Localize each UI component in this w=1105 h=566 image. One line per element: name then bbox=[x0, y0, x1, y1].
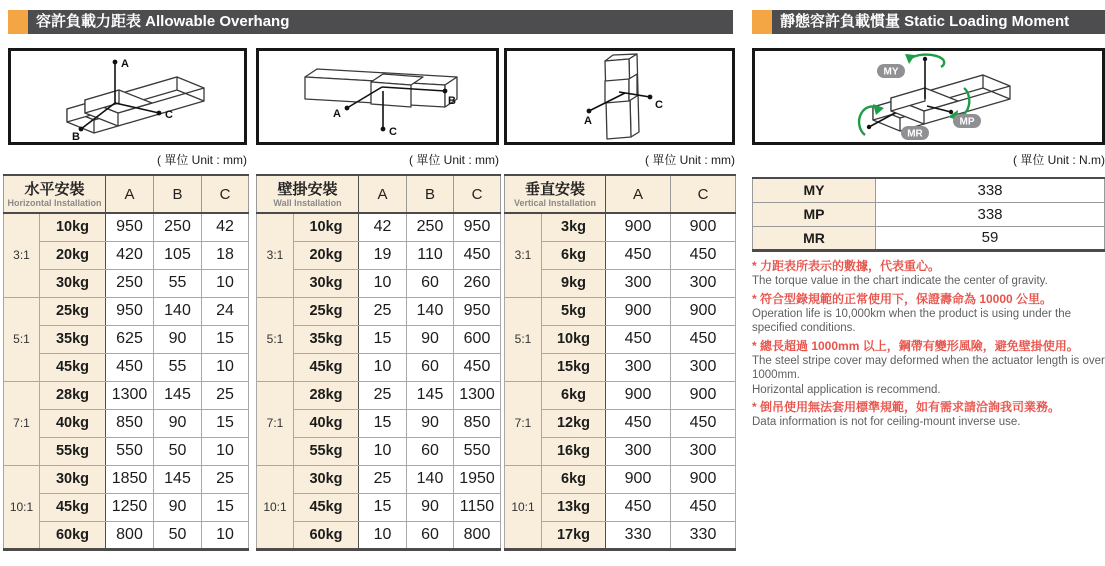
left-section-header bbox=[8, 10, 733, 34]
moment-label-cell: MY bbox=[753, 178, 876, 202]
note-text-zh: * 倒吊使用無法套用標準規範，如有需求請洽詢我司業務。 bbox=[752, 400, 1061, 414]
value-cell: 950 bbox=[106, 213, 154, 241]
value-cell: 300 bbox=[606, 437, 671, 465]
table-row bbox=[4, 409, 249, 437]
overhang-table bbox=[504, 174, 736, 551]
notes-block bbox=[752, 256, 1105, 430]
moment-diagram bbox=[752, 48, 1105, 145]
value-cell: 18 bbox=[202, 241, 249, 269]
column-header: C bbox=[671, 175, 736, 213]
weight-cell: 40kg bbox=[40, 409, 106, 437]
right-section-header bbox=[752, 10, 1105, 34]
value-cell: 420 bbox=[106, 241, 154, 269]
value-cell: 450 bbox=[671, 409, 736, 437]
value-cell: 250 bbox=[407, 213, 454, 241]
horizontal-installation-table-slot bbox=[3, 174, 249, 551]
value-cell: 450 bbox=[606, 241, 671, 269]
header-accent-square bbox=[8, 10, 28, 34]
actuator-isometric-drawing bbox=[11, 51, 244, 142]
value-cell: 850 bbox=[454, 409, 501, 437]
table-title-cell bbox=[505, 175, 606, 213]
weight-cell: 30kg bbox=[294, 465, 359, 493]
table-row bbox=[257, 521, 501, 549]
moment-value-cell: 59 bbox=[876, 226, 1105, 250]
table-row bbox=[257, 381, 501, 409]
table-title-zh: 壁掛安裝 bbox=[277, 180, 338, 198]
value-cell: 10 bbox=[202, 353, 249, 381]
value-cell: 15 bbox=[359, 409, 407, 437]
axis-c-label: C bbox=[389, 126, 397, 138]
value-cell: 25 bbox=[202, 465, 249, 493]
unit-label-mm: ( 單位 Unit : mm) bbox=[409, 153, 499, 167]
actuator-isometric-drawing bbox=[507, 51, 732, 142]
value-cell: 140 bbox=[407, 297, 454, 325]
value-cell: 60 bbox=[407, 269, 454, 297]
unit-label-mm: ( 單位 Unit : mm) bbox=[157, 153, 247, 167]
vertical-installation-diagram bbox=[504, 48, 735, 145]
value-cell: 25 bbox=[359, 465, 407, 493]
value-cell: 15 bbox=[202, 409, 249, 437]
value-cell: 1300 bbox=[106, 381, 154, 409]
value-cell: 90 bbox=[154, 493, 202, 521]
table-title-en: Wall Installation bbox=[273, 197, 342, 208]
table-row bbox=[4, 353, 249, 381]
axis-c-label: C bbox=[165, 109, 173, 121]
table-row bbox=[4, 465, 249, 493]
value-cell: 450 bbox=[106, 353, 154, 381]
table-row bbox=[753, 178, 1105, 202]
value-cell: 90 bbox=[407, 493, 454, 521]
table-title-cell bbox=[4, 175, 106, 213]
table-row bbox=[257, 297, 501, 325]
ratio-cell: 10:1 bbox=[257, 465, 294, 549]
vertical-installation-table-slot bbox=[504, 174, 736, 551]
value-cell: 19 bbox=[359, 241, 407, 269]
value-cell: 450 bbox=[454, 353, 501, 381]
weight-cell: 20kg bbox=[40, 241, 106, 269]
ratio-cell: 7:1 bbox=[257, 381, 294, 465]
note-text-en: Operation life is 10,000km when the product is using under the specified conditions. bbox=[752, 307, 1071, 334]
overhang-table bbox=[3, 174, 249, 551]
moment-label-cell: MP bbox=[753, 202, 876, 226]
weight-cell: 16kg bbox=[542, 437, 606, 465]
note-text-en: Data information is not for ceiling-mount inverse use. bbox=[752, 416, 1021, 428]
value-cell: 950 bbox=[106, 297, 154, 325]
value-cell: 550 bbox=[454, 437, 501, 465]
value-cell: 1850 bbox=[106, 465, 154, 493]
value-cell: 10 bbox=[359, 437, 407, 465]
table-row bbox=[4, 437, 249, 465]
value-cell: 140 bbox=[407, 465, 454, 493]
value-cell: 950 bbox=[454, 297, 501, 325]
table-row bbox=[4, 325, 249, 353]
column-header: B bbox=[154, 175, 202, 213]
weight-cell: 25kg bbox=[40, 297, 106, 325]
weight-cell: 12kg bbox=[542, 409, 606, 437]
weight-cell: 6kg bbox=[542, 465, 606, 493]
value-cell: 15 bbox=[202, 325, 249, 353]
moment-value-cell: 338 bbox=[876, 178, 1105, 202]
value-cell: 450 bbox=[671, 493, 736, 521]
value-cell: 10 bbox=[202, 269, 249, 297]
moment-value-cell: 338 bbox=[876, 202, 1105, 226]
value-cell: 900 bbox=[606, 465, 671, 493]
value-cell: 900 bbox=[671, 213, 736, 241]
value-cell: 90 bbox=[407, 325, 454, 353]
weight-cell: 55kg bbox=[294, 437, 359, 465]
table-row bbox=[257, 241, 501, 269]
table-row bbox=[257, 493, 501, 521]
weight-cell: 40kg bbox=[294, 409, 359, 437]
right-section-title: 靜態容許負載慣量 Static Loading Moment bbox=[772, 10, 1105, 34]
weight-cell: 5kg bbox=[542, 297, 606, 325]
table-row bbox=[753, 202, 1105, 226]
weight-cell: 28kg bbox=[40, 381, 106, 409]
table-row bbox=[4, 521, 249, 549]
ratio-cell: 5:1 bbox=[4, 297, 40, 381]
value-cell: 330 bbox=[671, 521, 736, 549]
wall-installation-diagram bbox=[256, 48, 499, 145]
value-cell: 900 bbox=[671, 297, 736, 325]
table-title-cell bbox=[257, 175, 359, 213]
header-accent-square bbox=[752, 10, 772, 34]
weight-cell: 10kg bbox=[294, 213, 359, 241]
table-row bbox=[257, 409, 501, 437]
value-cell: 1300 bbox=[454, 381, 501, 409]
value-cell: 900 bbox=[671, 381, 736, 409]
weight-cell: 55kg bbox=[40, 437, 106, 465]
ratio-cell: 10:1 bbox=[4, 465, 40, 549]
value-cell: 450 bbox=[454, 241, 501, 269]
value-cell: 550 bbox=[106, 437, 154, 465]
value-cell: 25 bbox=[359, 381, 407, 409]
value-cell: 25 bbox=[202, 381, 249, 409]
value-cell: 24 bbox=[202, 297, 249, 325]
value-cell: 800 bbox=[106, 521, 154, 549]
value-cell: 625 bbox=[106, 325, 154, 353]
table-title-zh: 垂直安裝 bbox=[524, 180, 585, 198]
weight-cell: 13kg bbox=[542, 493, 606, 521]
table-row bbox=[257, 353, 501, 381]
column-header: A bbox=[606, 175, 671, 213]
table-row bbox=[505, 465, 736, 493]
weight-cell: 6kg bbox=[542, 381, 606, 409]
value-cell: 260 bbox=[454, 269, 501, 297]
column-header: A bbox=[106, 175, 154, 213]
weight-cell: 60kg bbox=[294, 521, 359, 549]
value-cell: 10 bbox=[359, 353, 407, 381]
weight-cell: 15kg bbox=[542, 353, 606, 381]
column-header: C bbox=[202, 175, 249, 213]
value-cell: 55 bbox=[154, 353, 202, 381]
value-cell: 15 bbox=[359, 493, 407, 521]
table-row bbox=[753, 226, 1105, 250]
value-cell: 950 bbox=[454, 213, 501, 241]
table-row bbox=[4, 269, 249, 297]
moment-table-slot bbox=[752, 177, 1105, 252]
value-cell: 450 bbox=[606, 409, 671, 437]
value-cell: 250 bbox=[106, 269, 154, 297]
value-cell: 50 bbox=[154, 521, 202, 549]
value-cell: 145 bbox=[154, 465, 202, 493]
value-cell: 850 bbox=[106, 409, 154, 437]
value-cell: 250 bbox=[154, 213, 202, 241]
table-row bbox=[505, 213, 736, 241]
axis-b-label: B bbox=[72, 131, 80, 142]
weight-cell: 45kg bbox=[294, 353, 359, 381]
note-text-en: The torque value in the chart indicate the center of gravity. bbox=[752, 275, 1048, 287]
ratio-cell: 7:1 bbox=[505, 381, 542, 465]
weight-cell: 28kg bbox=[294, 381, 359, 409]
table-title-zh: 水平安裝 bbox=[24, 180, 85, 198]
value-cell: 300 bbox=[606, 353, 671, 381]
weight-cell: 9kg bbox=[542, 269, 606, 297]
table-title-en: Vertical Installation bbox=[513, 197, 597, 208]
value-cell: 1250 bbox=[106, 493, 154, 521]
value-cell: 110 bbox=[407, 241, 454, 269]
axis-a-label: A bbox=[121, 58, 129, 70]
note-text-en: The steel stripe cover may deformed when the actuator length is over 1000mm. bbox=[752, 354, 1105, 381]
table-row bbox=[257, 213, 501, 241]
axis-a-label: A bbox=[584, 115, 592, 127]
value-cell: 105 bbox=[154, 241, 202, 269]
value-cell: 90 bbox=[154, 409, 202, 437]
value-cell: 900 bbox=[606, 297, 671, 325]
column-header: C bbox=[454, 175, 501, 213]
note-text-zh: * 符合型錄規範的正常使用下，保證壽命為 10000 公里。 bbox=[752, 291, 1053, 306]
value-cell: 10 bbox=[202, 437, 249, 465]
value-cell: 25 bbox=[359, 297, 407, 325]
value-cell: 600 bbox=[454, 325, 501, 353]
value-cell: 300 bbox=[671, 269, 736, 297]
weight-cell: 30kg bbox=[294, 269, 359, 297]
weight-cell: 60kg bbox=[40, 521, 106, 549]
value-cell: 55 bbox=[154, 269, 202, 297]
value-cell: 450 bbox=[671, 325, 736, 353]
value-cell: 300 bbox=[671, 437, 736, 465]
unit-label-nm: ( 單位 Unit : N.m) bbox=[1013, 153, 1105, 167]
weight-cell: 10kg bbox=[542, 325, 606, 353]
weight-cell: 30kg bbox=[40, 269, 106, 297]
horizontal-installation-diagram bbox=[8, 48, 247, 145]
value-cell: 90 bbox=[154, 325, 202, 353]
weight-cell: 45kg bbox=[40, 353, 106, 381]
ratio-cell: 10:1 bbox=[505, 465, 542, 549]
table-row bbox=[4, 241, 249, 269]
weight-cell: 30kg bbox=[40, 465, 106, 493]
value-cell: 800 bbox=[454, 521, 501, 549]
value-cell: 10 bbox=[202, 521, 249, 549]
table-row bbox=[257, 437, 501, 465]
value-cell: 450 bbox=[671, 241, 736, 269]
axis-b-label: B bbox=[448, 95, 456, 107]
value-cell: 42 bbox=[359, 213, 407, 241]
axis-c-label: C bbox=[655, 99, 663, 111]
value-cell: 1150 bbox=[454, 493, 501, 521]
value-cell: 450 bbox=[606, 493, 671, 521]
value-cell: 90 bbox=[407, 409, 454, 437]
ratio-cell: 5:1 bbox=[505, 297, 542, 381]
ratio-cell: 3:1 bbox=[4, 213, 40, 297]
moment-table bbox=[752, 177, 1105, 252]
value-cell: 15 bbox=[202, 493, 249, 521]
table-title-en: Horizontal Installation bbox=[7, 197, 102, 208]
unit-label-mm: ( 單位 Unit : mm) bbox=[645, 153, 735, 167]
value-cell: 15 bbox=[359, 325, 407, 353]
table-row bbox=[4, 213, 249, 241]
moment-mp-label: MP bbox=[959, 116, 975, 128]
actuator-isometric-drawing bbox=[259, 51, 496, 142]
weight-cell: 25kg bbox=[294, 297, 359, 325]
note-text-zh: * 總長超過 1000mm 以上，鋼帶有變形風險，避免壁掛使用。 bbox=[752, 338, 1079, 353]
value-cell: 60 bbox=[407, 521, 454, 549]
overhang-table bbox=[256, 174, 501, 551]
value-cell: 900 bbox=[606, 381, 671, 409]
note-text-zh: * 力距表所表示的數據，代表重心。 bbox=[752, 259, 941, 273]
column-header: A bbox=[359, 175, 407, 213]
value-cell: 60 bbox=[407, 353, 454, 381]
table-row bbox=[4, 493, 249, 521]
moment-mr-label: MR bbox=[907, 128, 923, 140]
ratio-cell: 5:1 bbox=[257, 297, 294, 381]
note-text-en: Horizontal application is recommend. bbox=[752, 383, 941, 396]
value-cell: 10 bbox=[359, 269, 407, 297]
ratio-cell: 3:1 bbox=[505, 213, 542, 297]
table-row bbox=[505, 297, 736, 325]
value-cell: 300 bbox=[606, 269, 671, 297]
value-cell: 145 bbox=[154, 381, 202, 409]
weight-cell: 3kg bbox=[542, 213, 606, 241]
weight-cell: 17kg bbox=[542, 521, 606, 549]
table-row bbox=[257, 465, 501, 493]
weight-cell: 45kg bbox=[294, 493, 359, 521]
table-row bbox=[4, 297, 249, 325]
value-cell: 330 bbox=[606, 521, 671, 549]
moment-my-label: MY bbox=[883, 66, 899, 78]
value-cell: 145 bbox=[407, 381, 454, 409]
value-cell: 60 bbox=[407, 437, 454, 465]
table-row bbox=[505, 381, 736, 409]
ratio-cell: 7:1 bbox=[4, 381, 40, 465]
value-cell: 300 bbox=[671, 353, 736, 381]
weight-cell: 45kg bbox=[40, 493, 106, 521]
value-cell: 140 bbox=[154, 297, 202, 325]
left-section-title: 容許負載力距表 Allowable Overhang bbox=[28, 10, 733, 34]
value-cell: 1950 bbox=[454, 465, 501, 493]
table-row bbox=[4, 381, 249, 409]
column-header: B bbox=[407, 175, 454, 213]
axis-a-label: A bbox=[333, 108, 341, 120]
value-cell: 42 bbox=[202, 213, 249, 241]
weight-cell: 35kg bbox=[40, 325, 106, 353]
table-row bbox=[257, 269, 501, 297]
moment-label-cell: MR bbox=[753, 226, 876, 250]
ratio-cell: 3:1 bbox=[257, 213, 294, 297]
value-cell: 10 bbox=[359, 521, 407, 549]
table-row bbox=[257, 325, 501, 353]
weight-cell: 35kg bbox=[294, 325, 359, 353]
wall-installation-table-slot bbox=[256, 174, 501, 551]
actuator-moment-drawing bbox=[755, 51, 1102, 142]
value-cell: 900 bbox=[671, 465, 736, 493]
value-cell: 900 bbox=[606, 213, 671, 241]
weight-cell: 10kg bbox=[40, 213, 106, 241]
value-cell: 50 bbox=[154, 437, 202, 465]
value-cell: 450 bbox=[606, 325, 671, 353]
weight-cell: 6kg bbox=[542, 241, 606, 269]
weight-cell: 20kg bbox=[294, 241, 359, 269]
